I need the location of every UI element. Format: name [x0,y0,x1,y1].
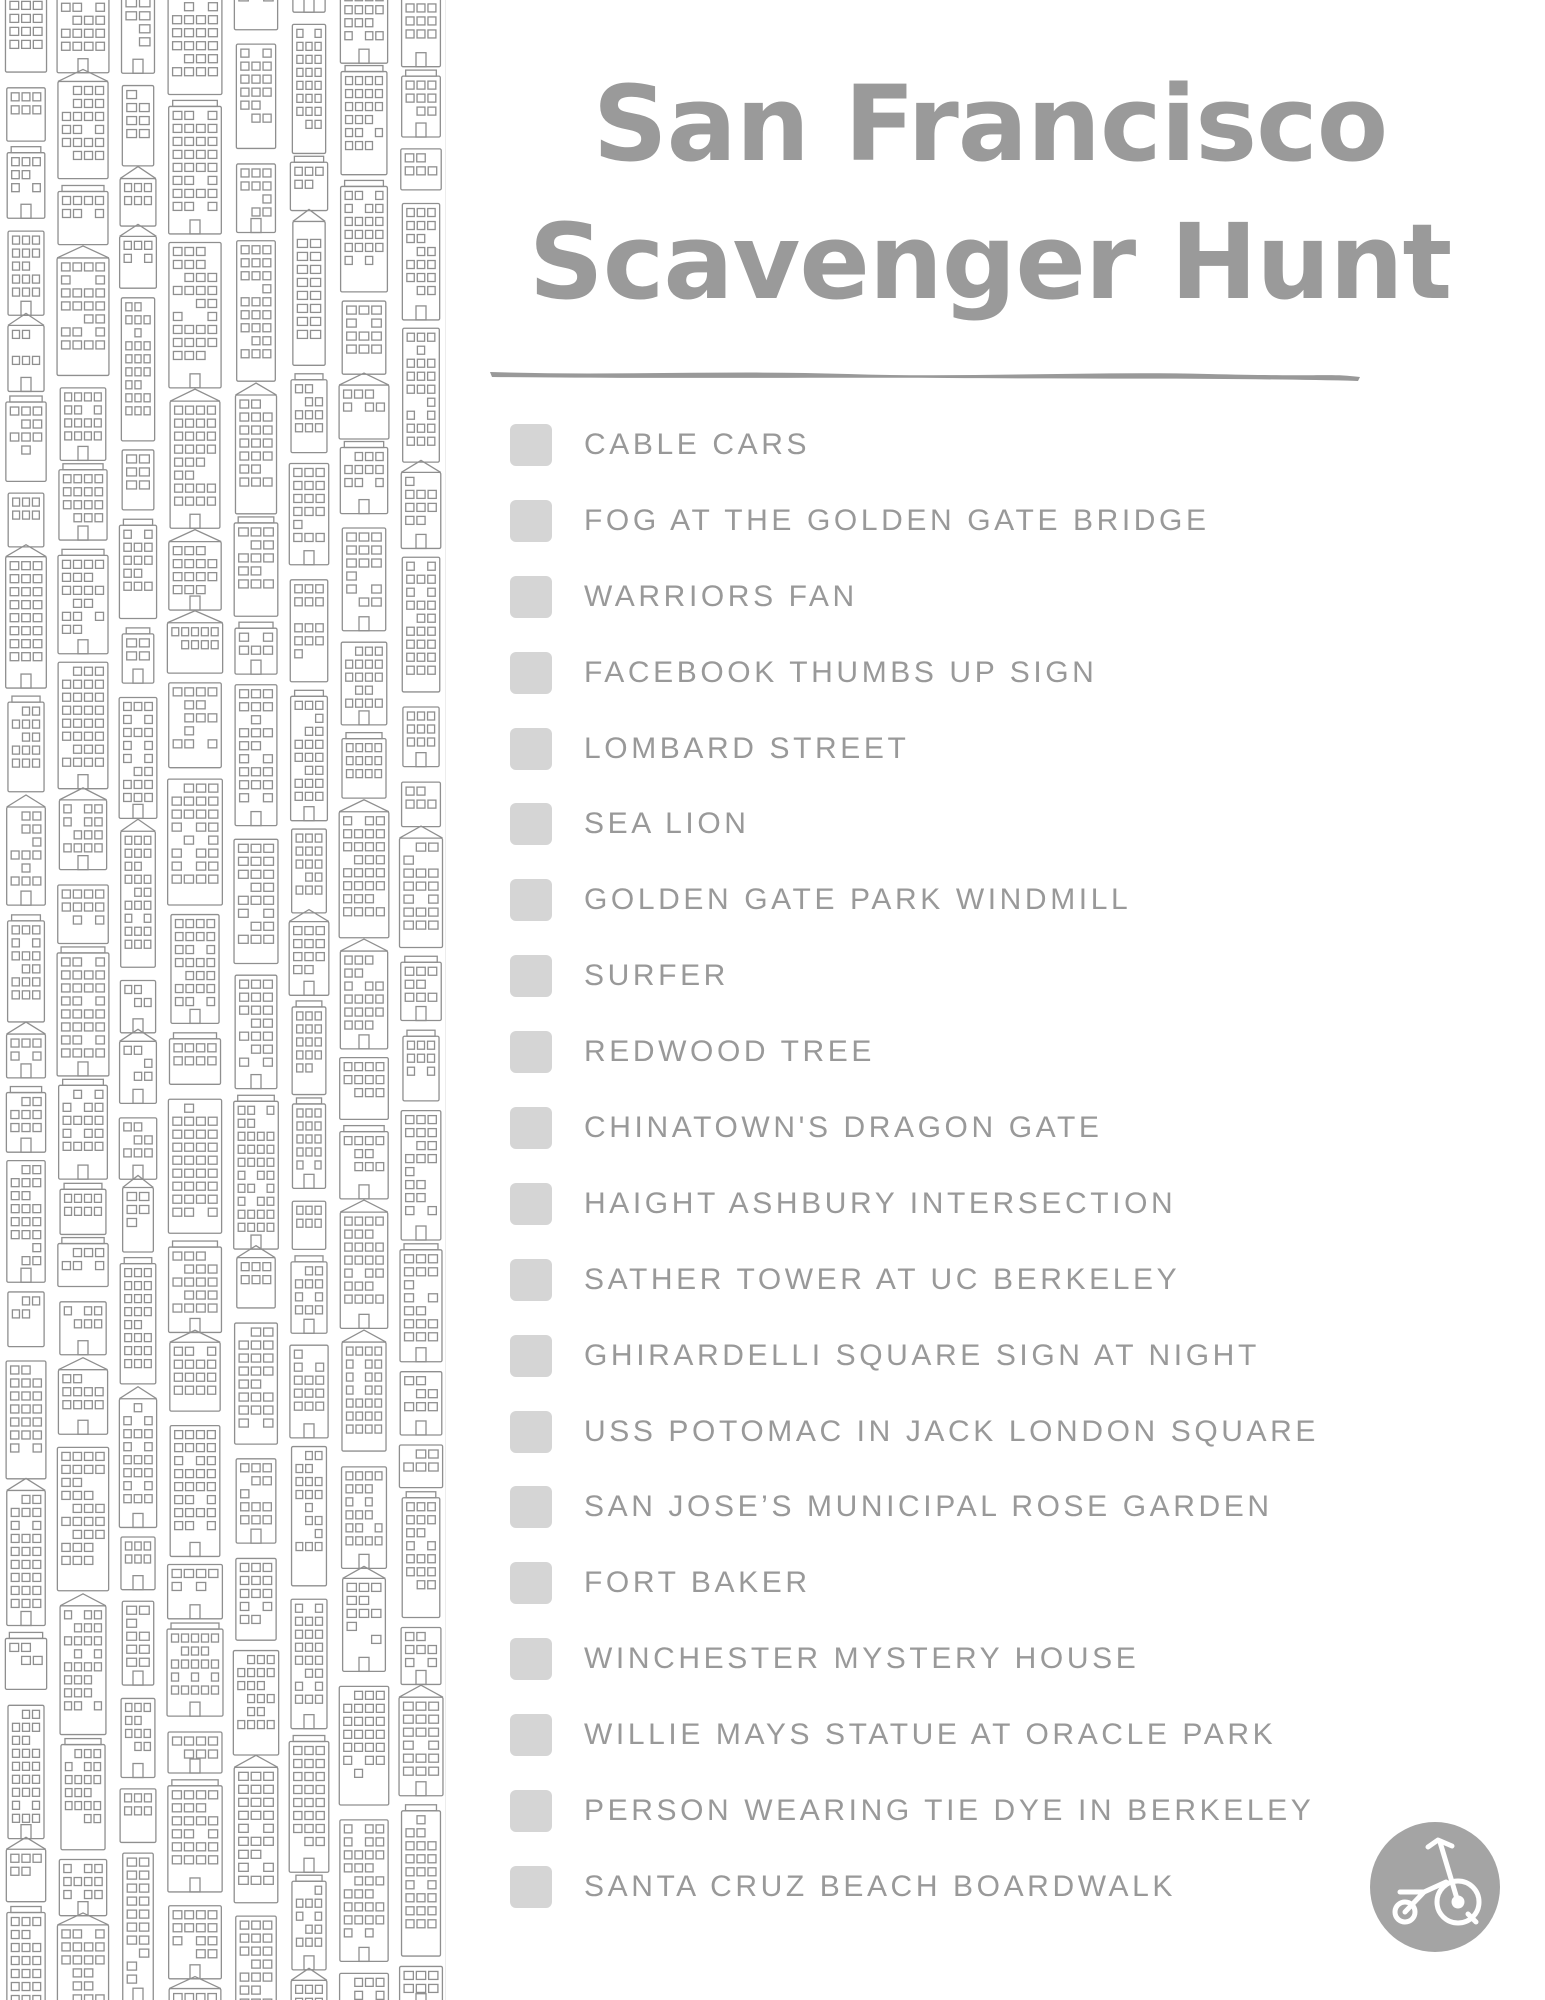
checkbox[interactable] [510,1183,552,1225]
title-line-2: Scavenger Hunt [528,201,1452,323]
checkbox[interactable] [510,1411,552,1453]
checklist-item-label: LOMBARD STREET [584,731,910,765]
checkbox[interactable] [510,1638,552,1680]
checklist-item-label: FORT BAKER [584,1566,811,1600]
checklist-item-label: USS POTOMAC IN JACK LONDON SQUARE [584,1414,1320,1448]
checklist-item-label: WARRIORS FAN [584,579,858,613]
checkbox[interactable] [510,1486,552,1528]
checkbox[interactable] [510,1866,552,1908]
tricycle-badge [1370,1822,1500,1952]
checklist-item-label: SEA LION [584,807,750,841]
checklist-item-label: SANTA CRUZ BEACH BOARDWALK [584,1869,1177,1903]
city-buildings-pattern [0,0,446,2000]
checklist-item-label: FACEBOOK THUMBS UP SIGN [584,655,1098,689]
checkbox[interactable] [510,1562,552,1604]
tricycle-icon [1370,1822,1500,1952]
page-title [490,55,1490,331]
checklist-item-label: REDWOOD TREE [584,1035,875,1069]
title-divider [488,364,1362,384]
checkbox[interactable] [510,1107,552,1149]
checkbox[interactable] [510,1259,552,1301]
checklist-item-label: SATHER TOWER AT UC BERKELEY [584,1262,1181,1296]
checkbox[interactable] [510,1790,552,1832]
checklist-item-label: SURFER [584,959,729,993]
checklist-item-label: SAN JOSE’S MUNICIPAL ROSE GARDEN [584,1490,1273,1524]
checkbox[interactable] [510,1031,552,1073]
checklist-item-label: HAIGHT ASHBURY INTERSECTION [584,1186,1177,1220]
checkbox[interactable] [510,576,552,618]
checklist-item-label: FOG AT THE GOLDEN GATE BRIDGE [584,503,1210,537]
checklist-item-label: CHINATOWN'S DRAGON GATE [584,1111,1103,1145]
checklist-item-label: GOLDEN GATE PARK WINDMILL [584,883,1132,917]
checkbox[interactable] [510,1714,552,1756]
checklist-item-label: WINCHESTER MYSTERY HOUSE [584,1642,1140,1676]
checkbox[interactable] [510,652,552,694]
checkbox[interactable] [510,955,552,997]
checkbox[interactable] [510,424,552,466]
title-line-1: San Francisco [592,63,1388,185]
checklist-item-label: PERSON WEARING TIE DYE IN BERKELEY [584,1794,1315,1828]
checklist-item-label: WILLIE MAYS STATUE AT ORACLE PARK [584,1718,1277,1752]
checkbox[interactable] [510,803,552,845]
checklist-item-label: CABLE CARS [584,428,811,461]
checkbox[interactable] [510,879,552,921]
checkbox[interactable] [510,500,552,542]
checkbox[interactable] [510,728,552,770]
checkbox[interactable] [510,1335,552,1377]
checklist-item-label: GHIRARDELLI SQUARE SIGN AT NIGHT [584,1338,1260,1372]
